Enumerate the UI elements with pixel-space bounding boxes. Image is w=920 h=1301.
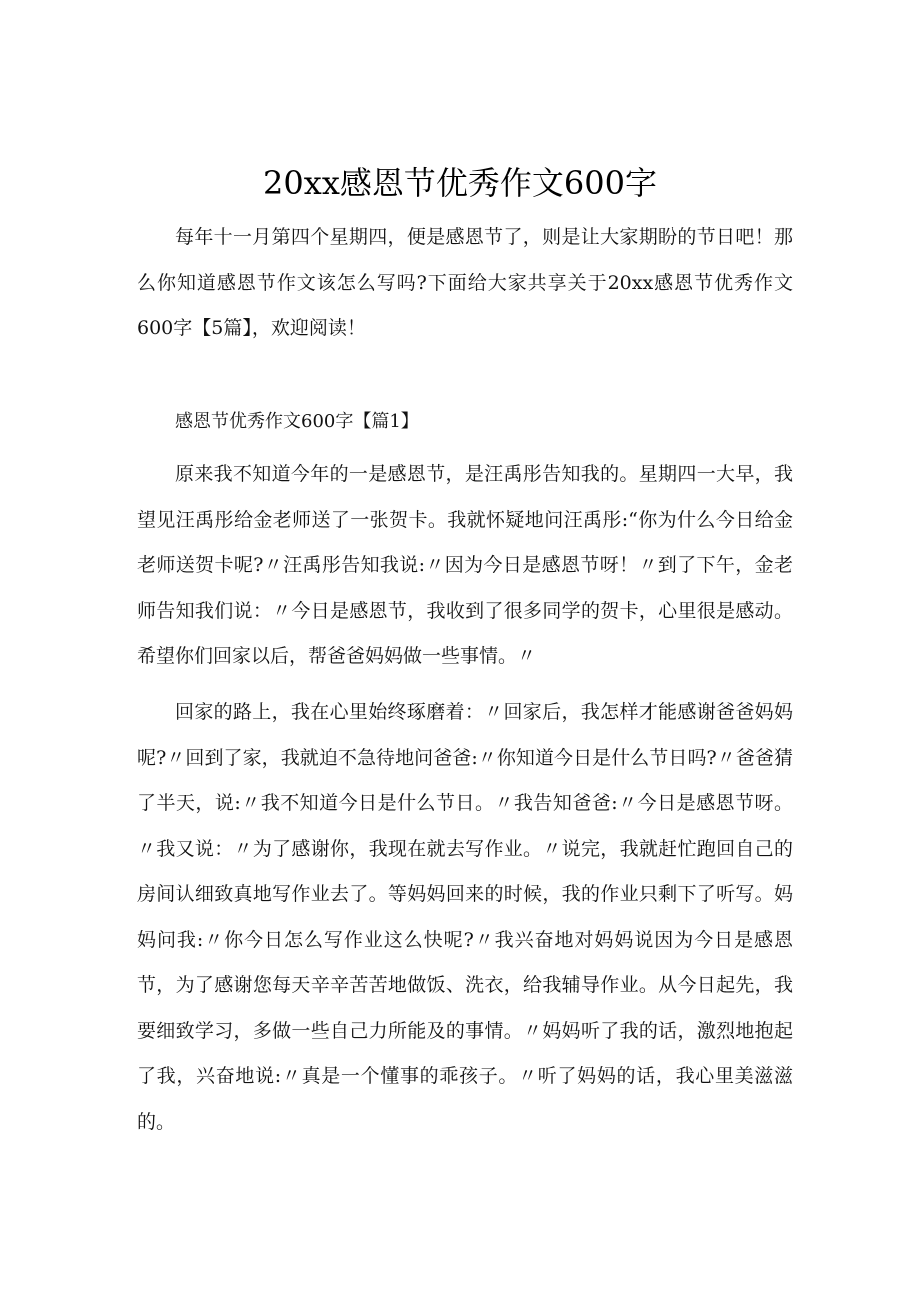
essay-paragraph-2: 回家的路上，我在心里始终琢磨着：〃回家后，我怎样才能感谢爸爸妈妈呢?〃回到了家，我就迫不急待地问爸爸:〃你知道今日是什么节日吗?〃爸爸猜了半天，说:〃我不知道今日是什么节日。〃我告知爸爸:〃今日是感恩节呀。〃我又说：〃为了感谢你，我现在就去写作业。〃说完，我就赶忙跑回自己的房间认细致真地写作业去了。等妈妈回来的时候，我的作业只剩下了听写。妈妈问我:〃你今日怎么写作业这么快呢?〃我兴奋地对妈妈说因为今日是感恩节，为了感谢您每天辛辛苦苦地做饭、洗衣，给我辅导作业。从今日起先，我要细致学习，多做一些自己力所能及的事情。〃妈妈听了我的话，激烈地抱起了我，兴奋地说:〃真是一个懂事的乖孩子。〃听了妈妈的话，我心里美滋滋的。 bbox=[137, 701, 793, 1133]
document-title: 20xx感恩节优秀作文600字 bbox=[263, 164, 657, 203]
section-heading: 感恩节优秀作文600字【篇1】 bbox=[175, 411, 419, 432]
essay-paragraph-1: 原来我不知道今年的一是感恩节，是汪禹彤告知我的。星期四一大早，我望见汪禹彤给金老师送了一张贺卡。我就怀疑地问汪禹彤:“你为什么今日给金老师送贺卡呢?〃汪禹彤告知我说:〃因为今日是感恩节呀！〃到了下午，金老师告知我们说：〃今日是感恩节，我收到了很多同学的贺卡，心里很是感动。希望你们回家以后，帮爸爸妈妈做一些事情。〃 bbox=[137, 463, 793, 667]
intro-paragraph: 每年十一月第四个星期四，便是感恩节了，则是让大家期盼的节日吧！那么你知道感恩节作文该怎么写吗?下面给大家共享关于20xx感恩节优秀作文600字【5篇】，欢迎阅读！ bbox=[137, 226, 793, 339]
